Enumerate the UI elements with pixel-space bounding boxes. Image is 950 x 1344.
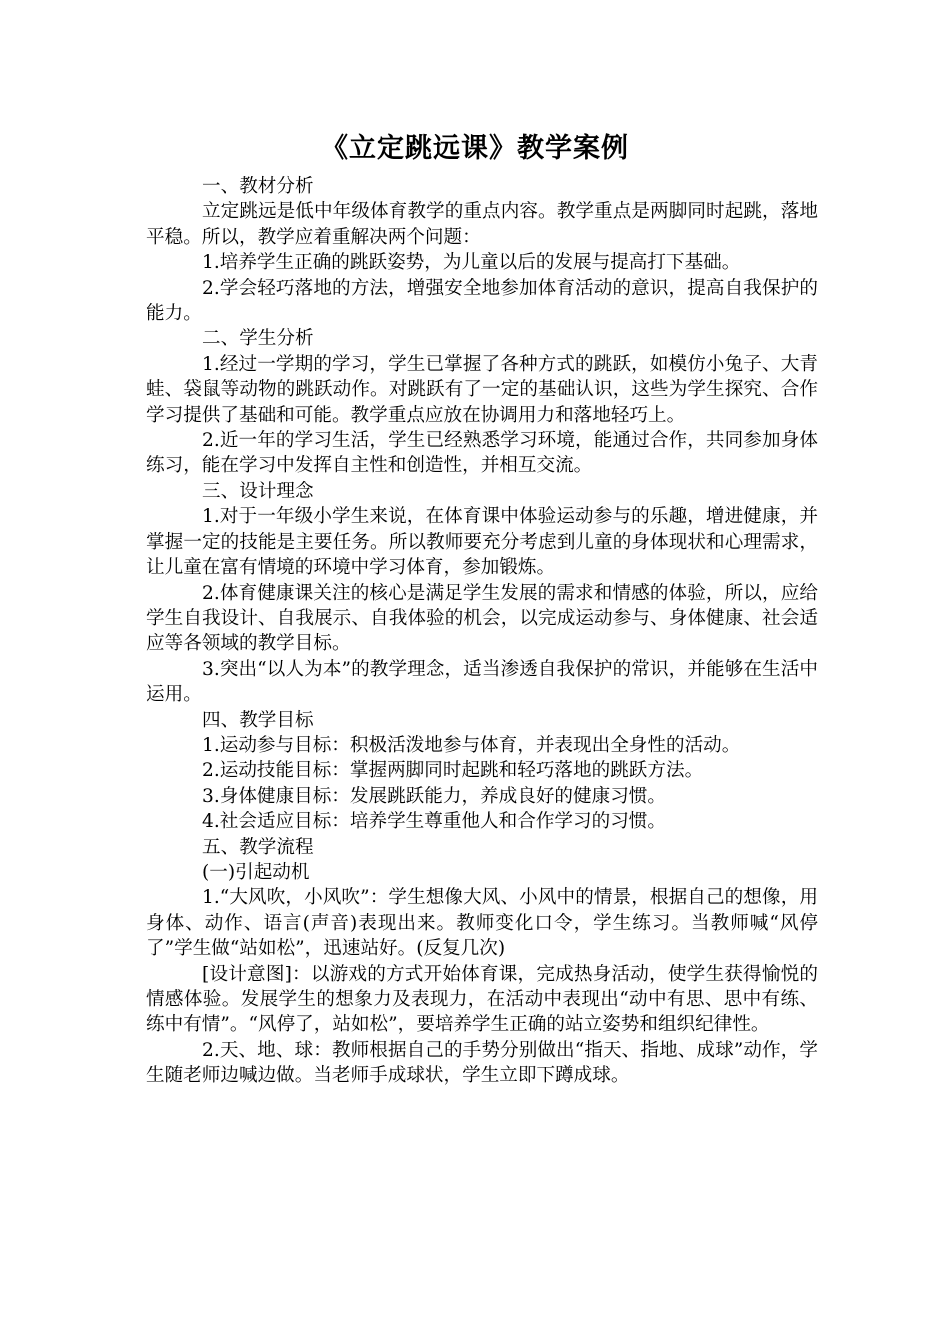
paragraph: 1.经过一学期的学习，学生已掌握了各种方式的跳跃，如模仿小兔子、大青蛙、袋鼠等动物的跳跃动作。对跳跃有了一定的基础认识，这些为学生探究、合作学习提供了基础和可能。教学重点应放在协调用力和落地轻巧上。 bbox=[146, 353, 818, 426]
paragraph: 2.运动技能目标：掌握两脚同时起跳和轻巧落地的跳跃方法。 bbox=[202, 760, 704, 782]
paragraph: [设计意图]：以游戏的方式开始体育课，完成热身活动，使学生获得愉悦的情感体验。发展学生的想象力及表现力，在活动中表现出“动中有思、思中有练、练中有情”。“风停了，站如松”，要培养学生正确的站立姿势和组织纪律性。 bbox=[146, 963, 818, 1036]
paragraph: 立定跳远是低中年级体育教学的重点内容。教学重点是两脚同时起跳，落地平稳。所以，教学应着重解决两个问题： bbox=[146, 201, 818, 248]
section-heading-teaching-process: 五、教学流程 bbox=[202, 836, 314, 858]
paragraph: 1.对于一年级小学生来说，在体育课中体验运动参与的乐趣，增进健康，并掌握一定的技能是主要任务。所以教师要充分考虑到儿童的身体现状和心理需求，让儿童在富有情境的环境中学习体育，参加锻炼。 bbox=[146, 506, 818, 579]
section-heading-textbook-analysis: 一、教材分析 bbox=[202, 176, 314, 197]
document-body bbox=[146, 174, 818, 1089]
paragraph: 4.社会适应目标：培养学生尊重他人和合作学习的习惯。 bbox=[202, 811, 666, 833]
paragraph: 2.学会轻巧落地的方法，增强安全地参加体育活动的意识，提高自我保护的能力。 bbox=[146, 277, 818, 325]
paragraph: 2.体育健康课关注的核心是满足学生发展的需求和情感的体验，所以，应给学生自我设计、自我展示、自我体验的机会，以完成运动参与、身体健康、社会适应等各领域的教学目标。 bbox=[146, 582, 818, 655]
paragraph: 1.“大风吹，小风吹”：学生想像大风、小风中的情景，根据自己的想像，用身体、动作、语言(声音)表现出来。教师变化口令，学生练习。当教师喊“风停了”学生做“站如松”，迅速站好。(反复几次) bbox=[146, 887, 818, 960]
paragraph: 1.培养学生正确的跳跃姿势，为儿童以后的发展与提高打下基础。 bbox=[202, 252, 741, 274]
paragraph: 2.近一年的学习生活，学生已经熟悉学习环境，能通过合作，共同参加身体练习，能在学习中发挥自主性和创造性，并相互交流。 bbox=[146, 430, 818, 477]
section-heading-student-analysis: 二、学生分析 bbox=[202, 328, 314, 350]
paragraph: 2.天、地、球：教师根据自己的手势分别做出“指天、指地、成球”动作，学生随老师边喊边做。当老师手成球状，学生立即下蹲成球。 bbox=[146, 1039, 818, 1087]
paragraph: 1.运动参与目标：积极活泼地参与体育，并表现出全身性的活动。 bbox=[202, 734, 741, 756]
subsection-heading-motivation: (一)引起动机 bbox=[202, 861, 310, 883]
paragraph: 3.身体健康目标：发展跳跃能力，养成良好的健康习惯。 bbox=[202, 785, 666, 807]
section-heading-design-concept: 三、设计理念 bbox=[202, 480, 314, 502]
section-heading-teaching-goals: 四、教学目标 bbox=[202, 709, 314, 731]
document-title: 《立定跳远课》教学案例 bbox=[321, 133, 629, 164]
paragraph: 3.突出“以人为本”的教学理念，适当渗透自我保护的常识，并能够在生活中运用。 bbox=[146, 658, 818, 706]
